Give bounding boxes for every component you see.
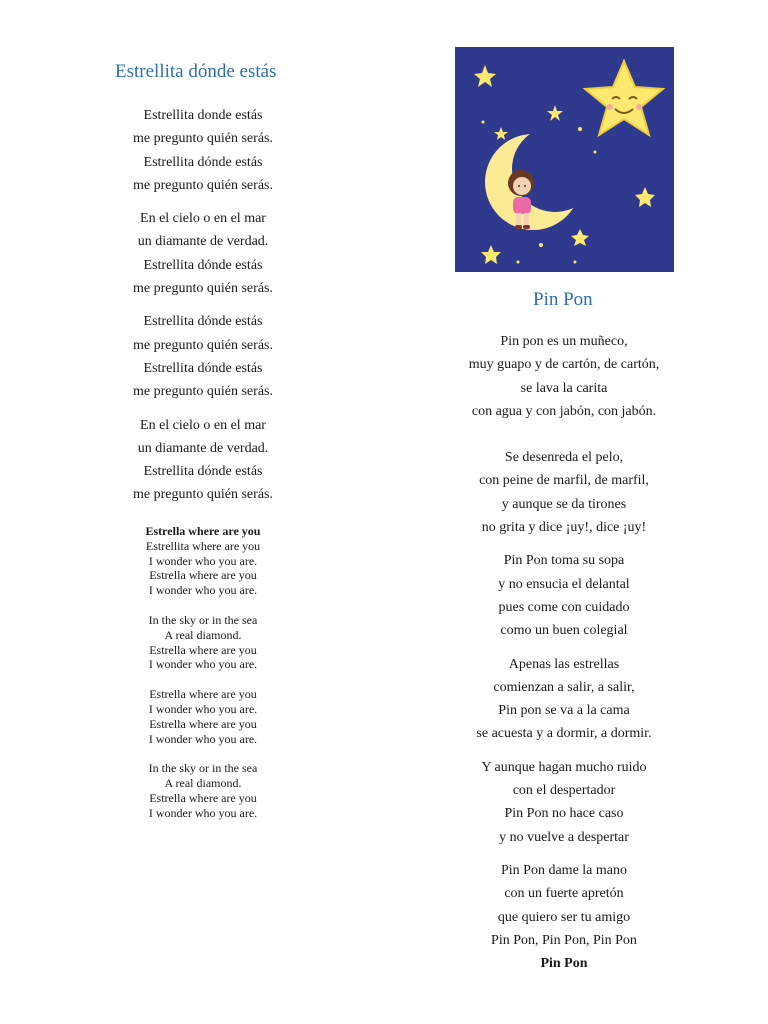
stanza (362, 756, 766, 849)
lyric-line: un diamante de verdad. (137, 440, 269, 456)
lyric-line: Estrellita dónde estás (143, 154, 263, 170)
star-dot-icon (482, 121, 485, 124)
lyric-line: no grita y dice ¡uy!, dice ¡uy! (481, 520, 647, 536)
lyric-line: Pin Pon dame la mano (501, 862, 627, 878)
lyric-line: Apenas las estrellas (508, 656, 620, 672)
stanza (0, 310, 406, 403)
song-title-pin-pon: Pin Pon (533, 289, 593, 310)
lyric-line: Estrella where are you (149, 790, 257, 805)
estrellita-english-lyrics (0, 524, 406, 836)
lyric-line: pues come con cuidado (498, 599, 630, 615)
lyric-line: y aunque se da tirones (501, 496, 627, 512)
lyric-line: me pregunto quién serás. (133, 337, 273, 353)
lyric-line: me pregunto quién serás. (133, 384, 273, 400)
lyric-line: Estrellita dónde estás (143, 314, 263, 330)
lyric-line: se lava la carita (520, 380, 608, 396)
pin-pon-lyrics (362, 330, 766, 972)
lyric-line: Estrella where are you (149, 642, 257, 657)
lyric-line: me pregunto quién serás. (133, 281, 273, 297)
lyric-line: I wonder who you are. (148, 701, 258, 716)
lyric-line: con agua y con jabón, con jabón. (471, 403, 657, 419)
lyric-line: Estrella where are you (149, 687, 257, 702)
stanza (362, 330, 766, 423)
lyric-line: me pregunto quién serás. (133, 487, 273, 503)
lyric-line: Se desenreda el pelo, (504, 450, 624, 466)
lyric-line: I wonder who you are. (148, 805, 258, 820)
lyric-line: Estrellita dónde estás (143, 360, 263, 376)
star-dot-icon (539, 243, 543, 247)
stanza (0, 613, 406, 672)
stanza (0, 524, 406, 598)
stanza (362, 859, 766, 952)
lyric-line: A real diamond. (164, 627, 242, 642)
lyric-line: se acuesta y a dormir, a dormir. (476, 726, 652, 742)
stanza (0, 414, 406, 507)
lyric-line: In the sky or in the sea (148, 612, 258, 627)
stanza (0, 761, 406, 820)
lyric-line: me pregunto quién serás. (133, 131, 273, 147)
stanza (0, 207, 406, 300)
lyric-line: con un fuerte apretón (504, 886, 624, 902)
star-dot-icon (517, 261, 520, 264)
lyric-line: Pin Pon no hace caso (504, 806, 624, 822)
lyric-line: I wonder who you are. (148, 657, 258, 672)
lyric-line: que quiero ser tu amigo (497, 909, 631, 925)
night-sky-illustration (455, 47, 674, 272)
lyric-line: Y aunque hagan mucho ruido (481, 759, 647, 775)
lyric-line: Estrella where are you (149, 568, 257, 583)
lyric-line: y no vuelve a despertar (499, 829, 629, 845)
lyric-line: como un buen colegial (500, 623, 628, 639)
lyric-line: Estrella where are you (149, 716, 257, 731)
stanza (362, 653, 766, 746)
lyric-line: Pin Pon, Pin Pon, Pin Pon (491, 932, 637, 948)
lyric-line: I wonder who you are. (148, 553, 258, 568)
lyric-line: comienzan a salir, a salir, (493, 679, 635, 695)
lyric-line: In the sky or in the sea (148, 761, 258, 776)
song-title-estrellita: Estrellita dónde estás (115, 61, 277, 82)
lyric-line: I wonder who you are. (148, 583, 258, 598)
star-dot-icon (578, 127, 582, 131)
star-dot-icon (574, 261, 577, 264)
lyric-line: Pin Pon toma su sopa (503, 553, 625, 569)
estrellita-spanish-lyrics (0, 104, 406, 517)
lyric-line: A real diamond. (164, 776, 242, 791)
lyric-line: I wonder who you are. (148, 731, 258, 746)
stanza (0, 687, 406, 746)
lyric-line: Pin pon se va a la cama (498, 703, 630, 719)
lyric-line: Estrellita dónde estás (143, 257, 263, 273)
lyric-line: En el cielo o en el mar (140, 211, 266, 227)
lyric-line: con el despertador (512, 783, 616, 799)
lyric-line: un diamante de verdad. (137, 234, 269, 250)
lyric-line: En el cielo o en el mar (140, 417, 266, 433)
stanza (362, 549, 766, 642)
lyric-line: me pregunto quién serás. (133, 177, 273, 193)
signature: Pin Pon (540, 956, 588, 972)
english-heading: Estrella where are you (145, 524, 261, 538)
lyric-line: Pin pon es un muñeco, (500, 334, 628, 349)
lyric-line: con peine de marfil, de marfil, (479, 473, 649, 489)
star-dot-icon (594, 151, 597, 154)
stanza (362, 446, 766, 539)
lyric-line: y no ensucia el delantal (498, 576, 630, 592)
lyric-line: Estrellita donde estás (143, 108, 263, 123)
lyric-line: muy guapo y de cartón, de cartón, (468, 357, 660, 373)
lyric-line: Estrellita where are you (145, 538, 261, 553)
lyric-line: Estrellita dónde estás (143, 464, 263, 480)
stanza (0, 104, 406, 197)
